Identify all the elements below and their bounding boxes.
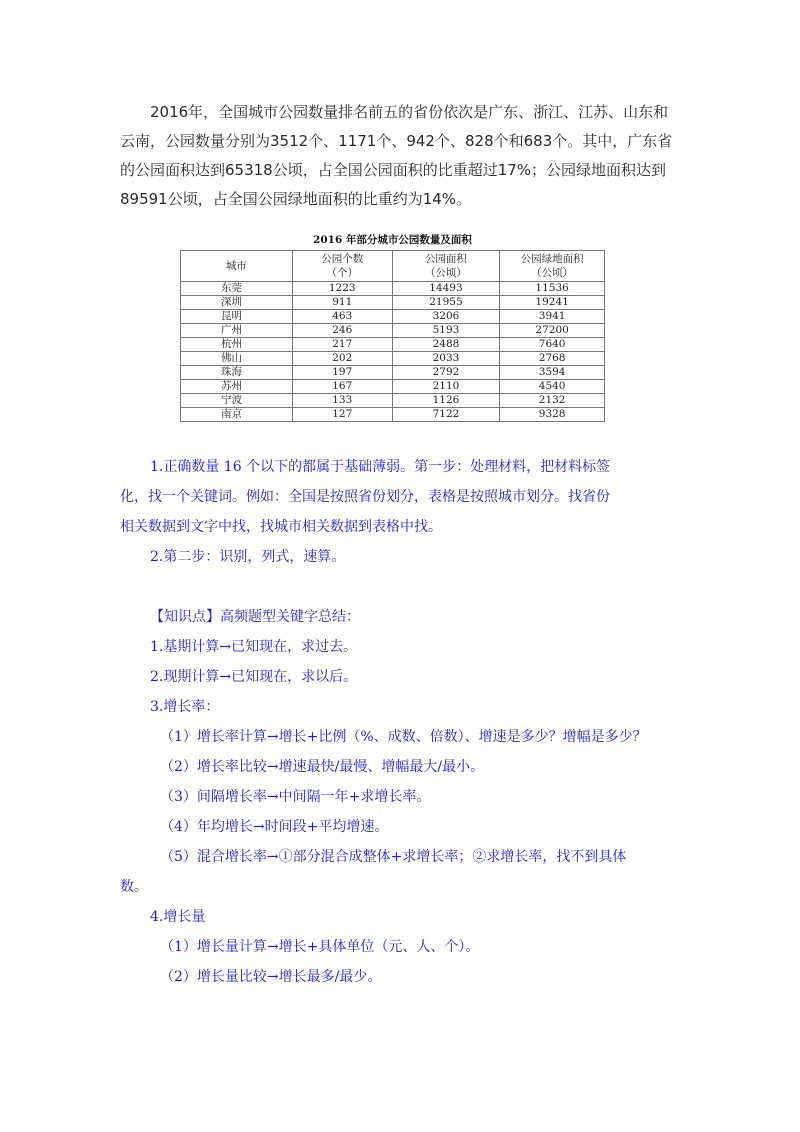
- intro-line: 云南，公园数量分别为3512个、1171个、942个、828个和683个。其中，广东省: [120, 132, 673, 150]
- intro-paragraph: [120, 98, 680, 214]
- header-park-area: 公园面积 （公顷）: [392, 251, 500, 282]
- table-title: 2016 年部分城市公园数量及面积: [313, 234, 472, 246]
- table-row: 东莞 1223 14493 11536: [181, 282, 605, 296]
- intro-line: 2016年，全国城市公园数量排名前五的省份依次是广东、浙江、江苏、山东和: [150, 103, 669, 121]
- table-row: 宁波 133 1126 2132: [181, 394, 605, 408]
- kp-subitem: （5）混合增长率→①部分混合成整体+求增长率；②求增长率，找不到具体: [160, 849, 627, 865]
- step1-line: 相关数据到文字中找，找城市相关数据到表格中找。: [120, 519, 442, 535]
- header-green-area: 公园绿地面积 （公顷）: [500, 251, 605, 282]
- table-row: 杭州 217 2488 7640: [181, 338, 605, 352]
- kp-subitem: （2）增长率比较→增速最快/最慢、增幅最大/最小。: [160, 759, 485, 775]
- kp-subitem: （1）增长量计算→增长+具体单位（元、人、个）。: [160, 939, 480, 955]
- park-table-block: [180, 232, 605, 422]
- intro-line: 的公园面积达到65318公顷，占全国公园面积的比重超过17%；公园绿地面积达到: [120, 161, 667, 179]
- kp-item: 1.基期计算→已知现在，求过去。: [150, 639, 358, 655]
- kp-subitem-continued: 数。: [120, 879, 148, 895]
- table-header-row: [181, 251, 605, 282]
- kp-subitem: （1）增长率计算→增长+比例（%、成数、倍数）、增速是多少？增幅是多少？: [160, 729, 647, 745]
- table-row: 南京 127 7122 9328: [181, 408, 605, 422]
- table-row: 珠海 197 2792 3594: [181, 366, 605, 380]
- kp-subitem: （3）间隔增长率→中间隔一年+求增长率。: [160, 789, 431, 805]
- kp-subitem: （4）年均增长→时间段+平均增速。: [160, 819, 389, 835]
- table-row: 深圳 911 21955 19241: [181, 296, 605, 310]
- notes-section: [120, 452, 690, 992]
- kp-item: 2.现期计算→已知现在，求以后。: [150, 669, 358, 685]
- kp-subitem: （2）增长量比较→增长最多/最少。: [160, 969, 382, 985]
- table-row: 佛山 202 2033 2768: [181, 352, 605, 366]
- step1-line: 化，找一个关键词。例如：全国是按照省份划分，表格是按照城市划分。找省份: [120, 489, 610, 505]
- park-data-table: [180, 250, 605, 422]
- table-row: 苏州 167 2110 4540: [181, 380, 605, 394]
- kp-item: 4.增长量: [150, 909, 206, 925]
- knowledge-title: 【知识点】高频题型关键字总结：: [150, 609, 360, 625]
- intro-line: 89591公顷，占全国公园绿地面积的比重约为14%。: [120, 190, 472, 208]
- header-park-count: 公园个数 （个）: [292, 251, 392, 282]
- header-city: 城市: [181, 251, 293, 282]
- table-row: 昆明 463 3206 3941: [181, 310, 605, 324]
- step1-line: 1.正确数量 16 个以下的都属于基础薄弱。第一步：处理材料，把材料标签: [150, 459, 611, 475]
- step2-line: 2.第二步：识别，列式，速算。: [150, 549, 346, 565]
- kp-item: 3.增长率：: [150, 699, 220, 715]
- table-row: 广州 246 5193 27200: [181, 324, 605, 338]
